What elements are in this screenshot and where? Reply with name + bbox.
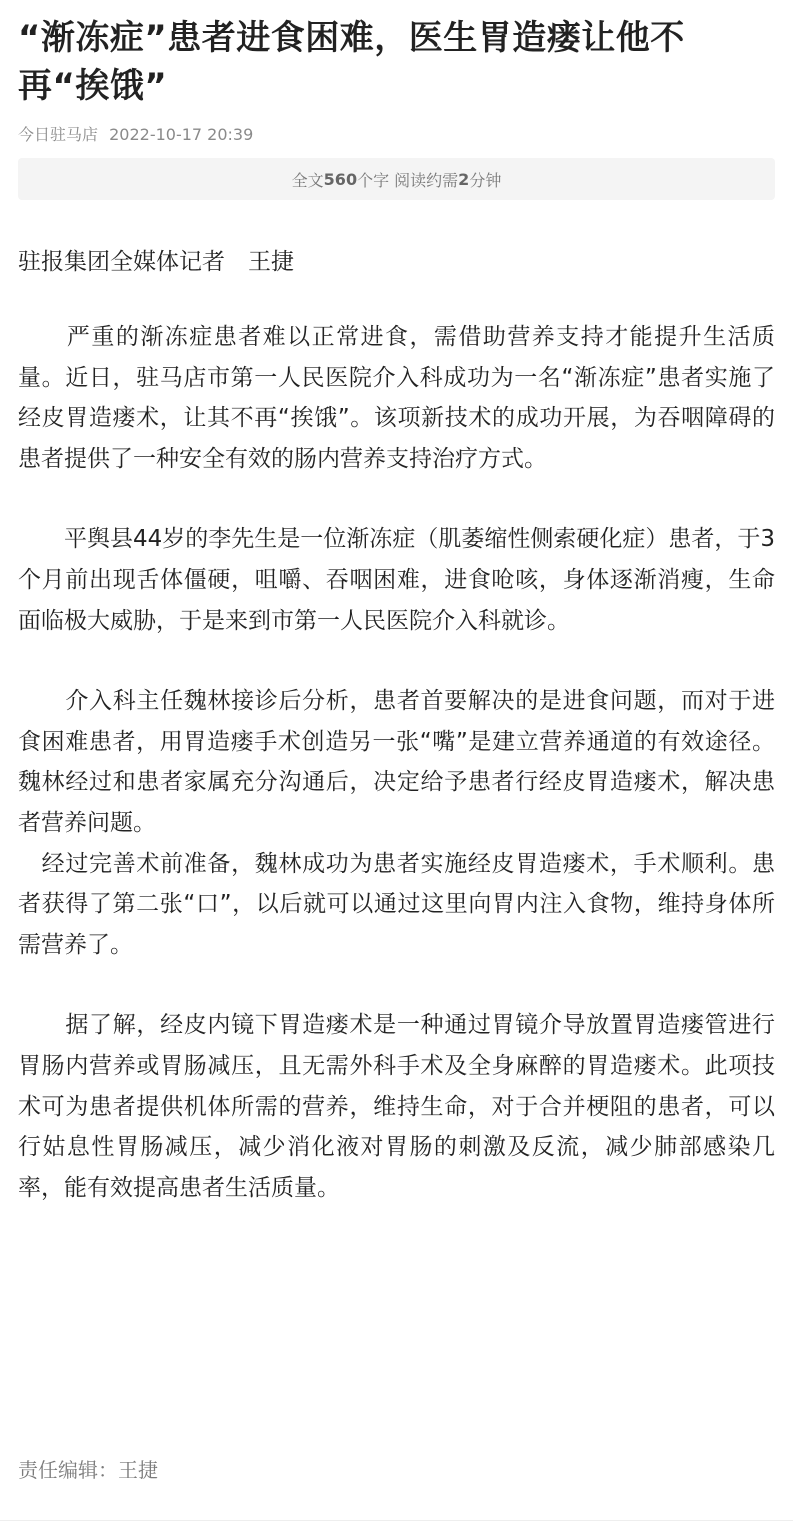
article-meta xyxy=(18,124,775,146)
reading-info-bar xyxy=(18,158,775,200)
reading-suffix: 分钟 xyxy=(469,170,502,190)
article-paragraph: 介入科主任魏林接诊后分析，患者首要解决的是进食问题，而对于进食困难患者，用胃造瘘手术创造另一张“嘴”是建立营养通道的有效途径。魏林经过和患者家属充分沟通后，决定给予患者行经皮胃造瘘术，解决患者营养问题。 xyxy=(18,688,775,836)
reading-minutes: 2 xyxy=(458,169,470,189)
article-datetime: 2022-10-17 20:39 xyxy=(109,125,254,144)
article-title: “渐冻症”患者进食困难，医生胃造瘘让他不再“挨饿” xyxy=(18,18,685,106)
responsible-editor: 责任编辑：王捷 xyxy=(18,1458,158,1482)
article-paragraph: 严重的渐冻症患者难以正常进食，需借助营养支持才能提升生活质量。近日，驻马店市第一人民医院介入科成功为一名“渐冻症”患者实施了经皮胃造瘘术，让其不再“挨饿”。该项新技术的成功开展，为吞咽障碍的患者提供了一种安全有效的肠内营养支持治疗方式。 xyxy=(18,324,775,472)
reading-prefix: 全文 xyxy=(291,170,324,190)
article-byline: 驻报集团全媒体记者 王捷 xyxy=(18,249,294,275)
article-source: 今日驻马店 xyxy=(18,125,99,144)
article-paragraph: 据了解，经皮内镜下胃造瘘术是一种通过胃镜介导放置胃造瘘管进行胃肠内营养或胃肠减压，且无需外科手术及全身麻醉的胃造瘘术。此项技术可为患者提供机体所需的营养，维持生命，对于合并梗阻的患者，可以行姑息性胃肠减压，减少消化液对胃肠的刺激及反流，减少肺部感染几率，能有效提高患者生活质量。 xyxy=(18,1012,775,1201)
article-paragraph: 经过完善术前准备，魏林成功为患者实施经皮胃造瘘术，手术顺利。患者获得了第二张“口”，以后就可以通过这里向胃内注入食物，维持身体所需营养了。 xyxy=(18,850,775,958)
reading-middle: 个字 阅读约需 xyxy=(357,170,459,190)
bottom-divider xyxy=(0,1520,793,1521)
article-paragraph: 平舆县44岁的李先生是一位渐冻症（肌萎缩性侧索硬化症）患者，于3个月前出现舌体僵硬，咀嚼、吞咽困难，进食呛咳，身体逐渐消瘦，生命面临极大威胁，于是来到市第一人民医院介入科就诊。 xyxy=(18,526,775,634)
reading-char-count: 560 xyxy=(323,169,358,189)
